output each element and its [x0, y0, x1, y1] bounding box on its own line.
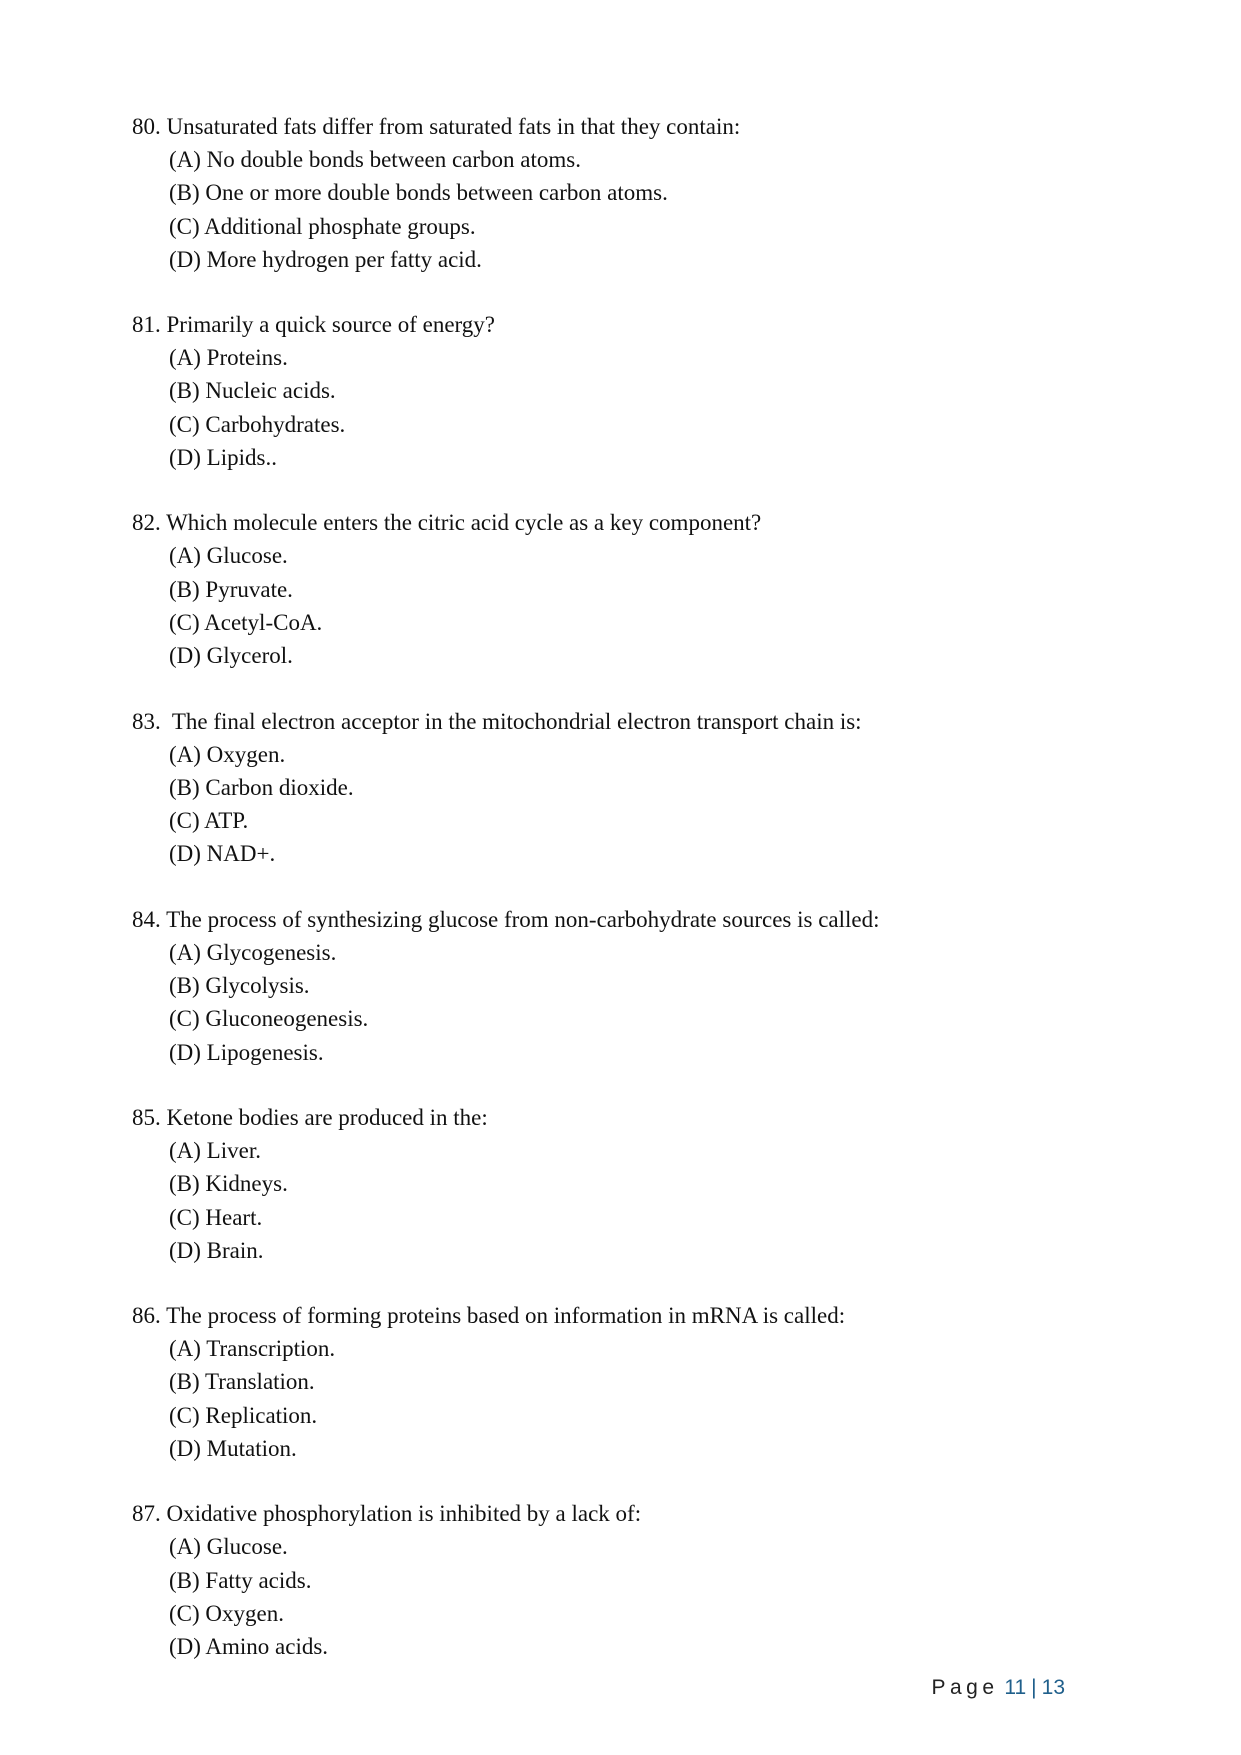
total-pages-number: 13 [1041, 1676, 1065, 1699]
answer-option: (A) Transcription. [169, 1336, 336, 1362]
answer-option: (D) Amino acids. [169, 1634, 329, 1660]
answer-options [132, 1134, 1132, 1267]
question-stem: 83. The final electron acceptor in the mitochondrial electron transport chain is: [132, 708, 862, 734]
answer-option: (D) Lipogenesis. [169, 1039, 324, 1065]
answer-option: (A) No double bonds between carbon atoms. [169, 147, 581, 172]
question-stem: 87. Oxidative phosphorylation is inhibited by a lack of: [132, 1501, 642, 1527]
answer-options [132, 341, 1132, 474]
answer-option: (C) Heart. [169, 1204, 263, 1230]
answer-option: (B) Glycolysis. [169, 973, 310, 999]
question-item [132, 903, 1132, 1069]
answer-option: (C) Acetyl-CoA. [169, 609, 323, 635]
question-item [132, 1299, 1132, 1465]
answer-option: (C) Replication. [169, 1402, 318, 1428]
answer-option: (B) Pyruvate. [169, 576, 293, 602]
page-label: Page [931, 1676, 999, 1699]
answer-option: (A) Proteins. [169, 345, 288, 371]
answer-options [132, 936, 1132, 1069]
question-stem: 85. Ketone bodies are produced in the: [132, 1104, 488, 1130]
question-item [132, 110, 1132, 276]
answer-option: (A) Liver. [169, 1137, 261, 1163]
answer-options [132, 738, 1132, 871]
answer-option: (A) Glycogenesis. [169, 939, 337, 965]
question-stem: 86. The process of forming proteins based on information in mRNA is called: [132, 1303, 846, 1329]
current-page-number: 11 [1004, 1676, 1027, 1699]
answer-option: (A) Glucose. [169, 1534, 288, 1560]
answer-options [132, 539, 1132, 672]
answer-option: (D) Lipids.. [169, 445, 277, 471]
answer-option: (D) More hydrogen per fatty acid. [169, 246, 482, 272]
question-item [132, 308, 1132, 474]
answer-option: (B) Carbon dioxide. [169, 774, 354, 800]
question-stem: 80. Unsaturated fats differ from saturated fats in that they contain: [132, 114, 741, 139]
question-stem: 81. Primarily a quick source of energy? [132, 312, 495, 338]
answer-option: (B) Fatty acids. [169, 1567, 312, 1593]
question-item [132, 1101, 1132, 1267]
answer-option: (D) NAD+. [169, 841, 276, 867]
answer-option: (C) Gluconeogenesis. [169, 1006, 369, 1032]
answer-option: (B) One or more double bonds between carbon atoms. [169, 180, 668, 206]
page-separator: | [1031, 1676, 1037, 1699]
question-stem: 84. The process of synthesizing glucose from non-carbohydrate sources is called: [132, 906, 880, 932]
answer-option: (D) Mutation. [169, 1436, 297, 1462]
answer-option: (B) Nucleic acids. [169, 378, 336, 404]
answer-option: (B) Kidneys. [169, 1171, 288, 1197]
question-item [132, 506, 1132, 672]
answer-option: (A) Glucose. [169, 543, 288, 569]
answer-option: (C) Oxygen. [169, 1600, 284, 1626]
answer-option: (C) Additional phosphate groups. [169, 213, 476, 239]
answer-option: (D) Brain. [169, 1237, 264, 1263]
question-stem: 82. Which molecule enters the citric acid cycle as a key component? [132, 510, 762, 536]
answer-options [132, 1530, 1132, 1663]
question-item [132, 1497, 1132, 1663]
question-list [132, 110, 1132, 1696]
answer-options [132, 143, 1132, 276]
answer-option: (B) Translation. [169, 1369, 315, 1395]
answer-options [132, 1332, 1132, 1465]
answer-option: (D) Glycerol. [169, 643, 293, 669]
answer-option: (C) Carbohydrates. [169, 411, 346, 437]
question-item [132, 705, 1132, 871]
answer-option: (C) ATP. [169, 808, 249, 834]
answer-option: (A) Oxygen. [169, 741, 286, 767]
page-footer [931, 1676, 1065, 1700]
